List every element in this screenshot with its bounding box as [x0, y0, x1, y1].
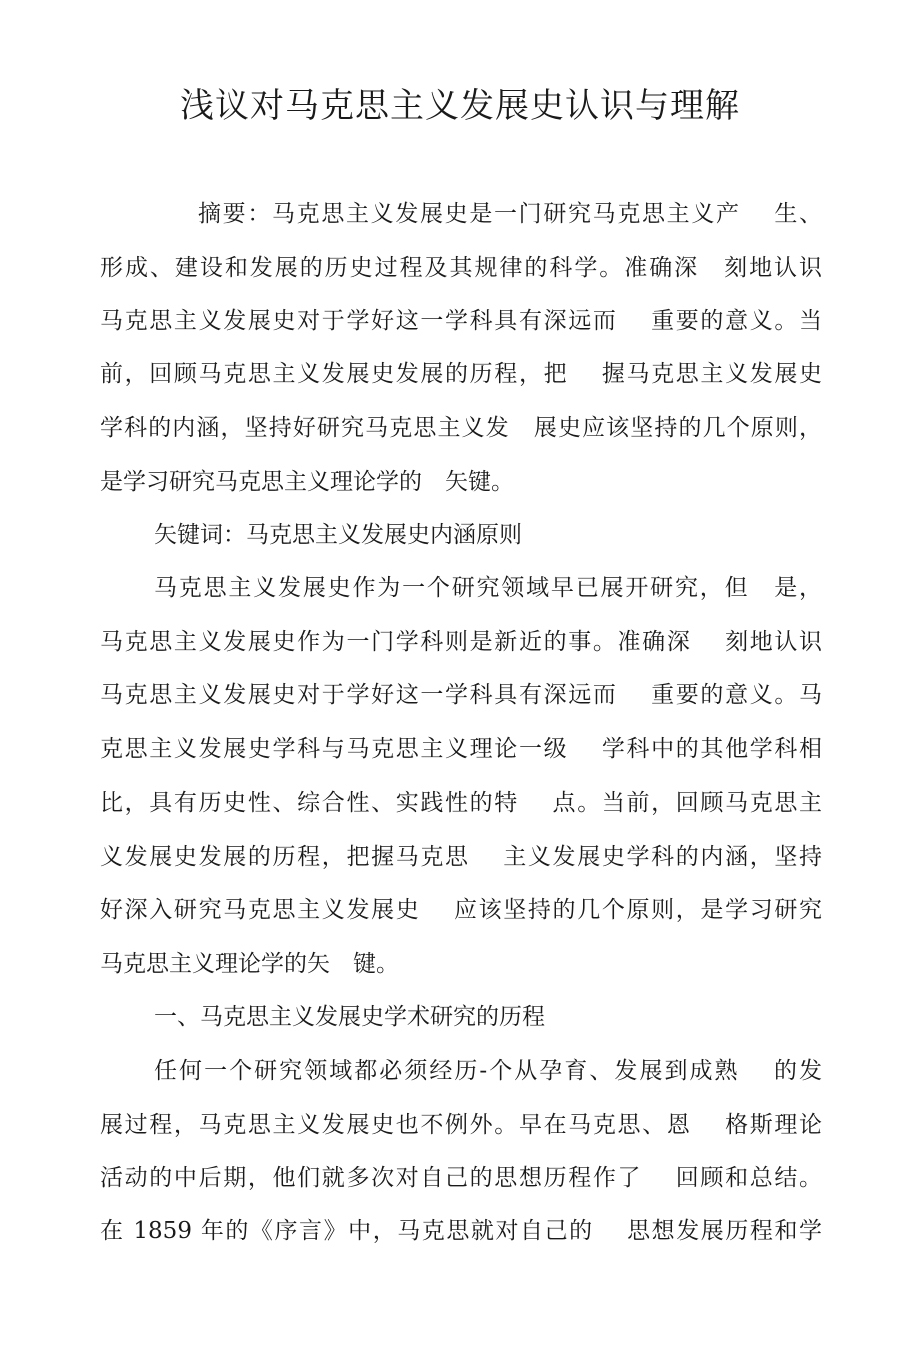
abstract-line: 前，回顾马克思主义发展史发展的历程，把 握马克思主义发展史 [100, 361, 822, 387]
abstract-line: 是学习研究马克思主义理论学的 矢键。 [100, 469, 514, 495]
abstract-line: 学科的内涵，坚持好研究马克思主义发 展史应该坚持的几个原则， [100, 415, 822, 441]
intro-line: 马克思主义发展史作为一个研究领域早已展开研究，但 是， [154, 575, 822, 601]
abstract-line: 摘要：马克思主义发展史是一门研究马克思主义产 生、 [198, 201, 822, 227]
intro-line: 马克思主义发展史对于学好这一学科具有深远而 重要的意义。马 [100, 682, 822, 708]
section-line: 在 1859 年的《序言》中，马克思就对自己的 思想发展历程和学 [100, 1218, 822, 1244]
intro-line: 比，具有历史性、综合性、实践性的特 点。当前，回顾马克思主 [100, 790, 822, 816]
abstract-line: 形成、建设和发展的历史过程及其规律的科学。准确深 刻地认识 [100, 255, 822, 281]
intro-line: 义发展史发展的历程，把握马克思 主义发展史学科的内涵，坚持 [100, 844, 822, 870]
section-line: 任何一个研究领域都必须经历-个从孕育、发展到成熟 的发 [154, 1058, 822, 1084]
keywords-line: 矢键词：马克思主义发展史内涵原则 [154, 522, 522, 548]
intro-line: 克思主义发展史学科与马克思主义理论一级 学科中的其他学科相 [100, 736, 822, 762]
document-title: 浅议对马克思主义发展史认识与理解 [180, 86, 740, 126]
section-line: 活动的中后期，他们就多次对自己的思想历程作了 回顾和总结。 [100, 1165, 822, 1191]
abstract-line: 马克思主义发展史对于学好这一学科具有深远而 重要的意义。当 [100, 308, 822, 334]
section-line: 展过程，马克思主义发展史也不例外。早在马克思、恩 格斯理论 [100, 1112, 822, 1138]
intro-line: 马克思主义理论学的矢 键。 [100, 951, 399, 977]
section-heading: 一、马克思主义发展史学术研究的历程 [154, 1004, 545, 1030]
intro-line: 马克思主义发展史作为一门学科则是新近的事。准确深 刻地认识 [100, 629, 822, 655]
intro-line: 好深入研究马克思主义发展史 应该坚持的几个原则，是学习研究 [100, 897, 822, 923]
